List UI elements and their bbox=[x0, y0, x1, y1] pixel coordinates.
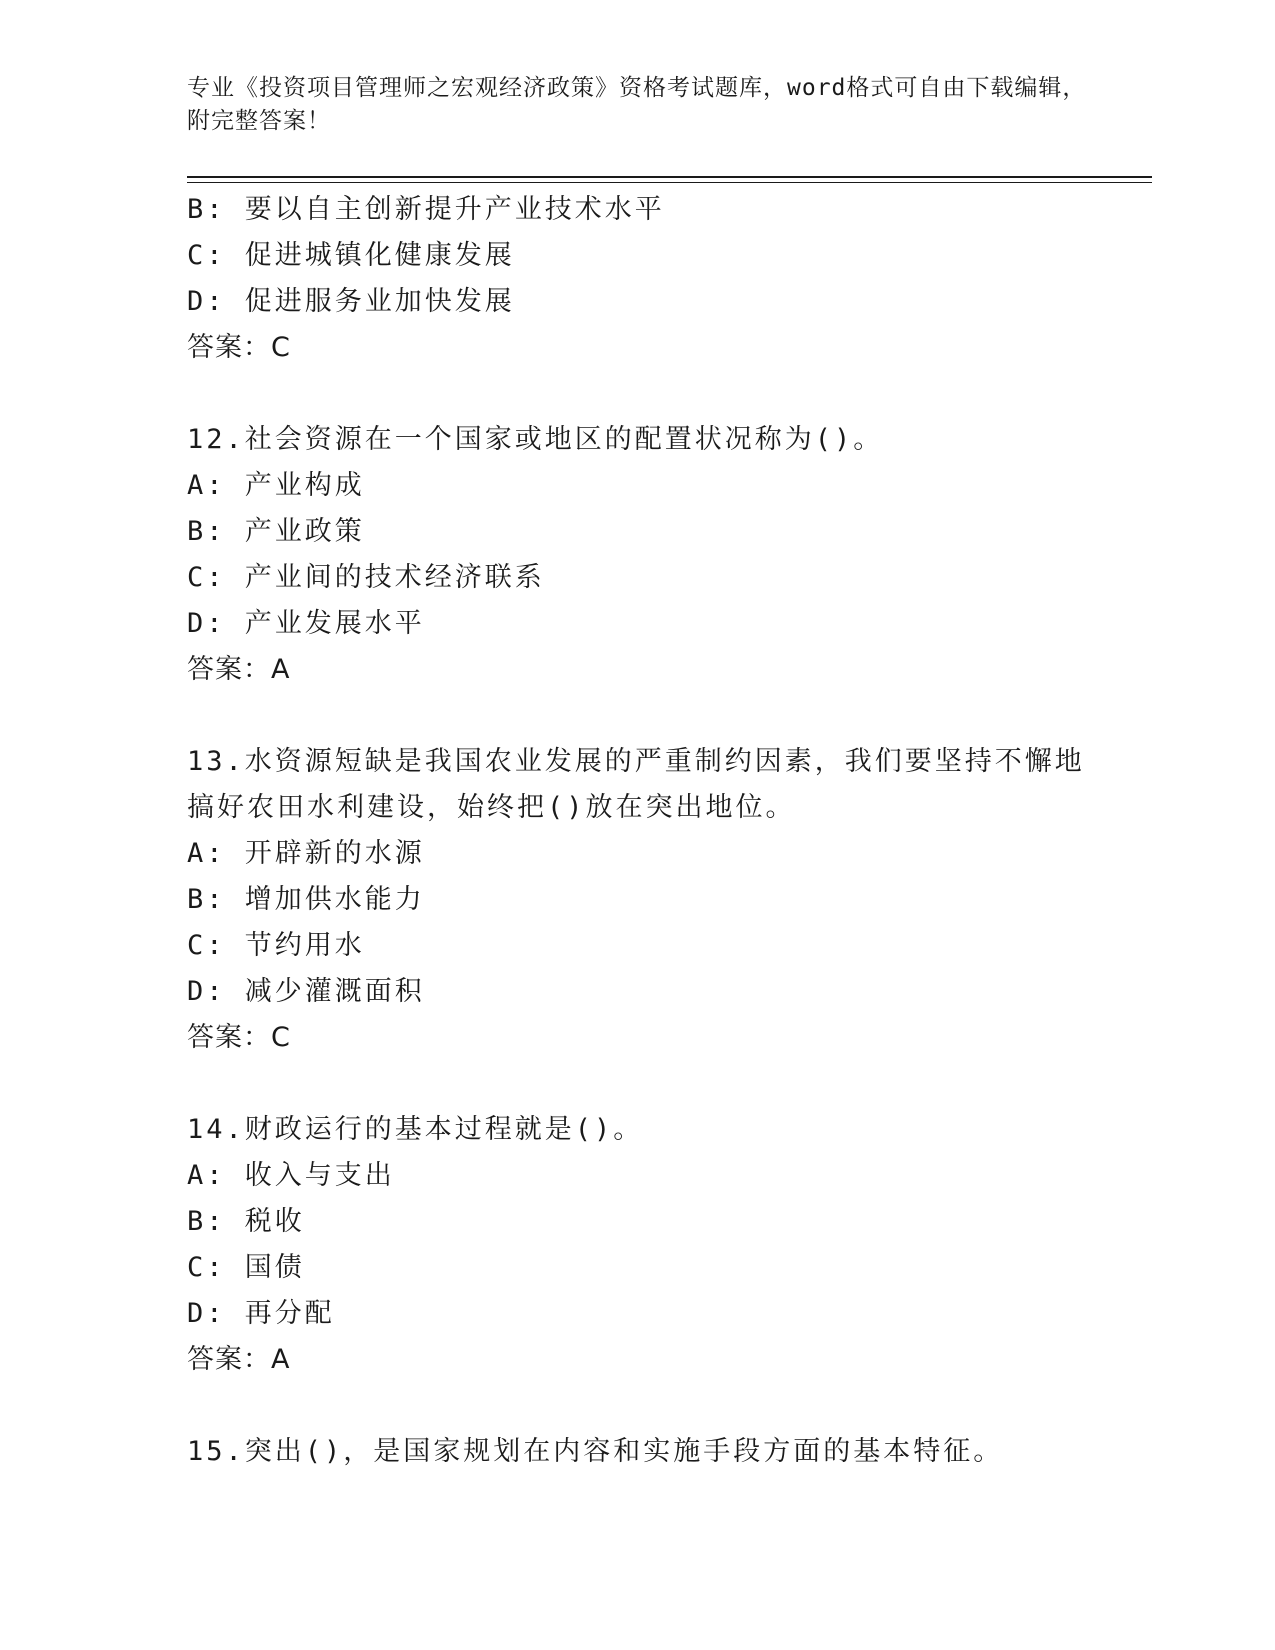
option-b: B: 要以自主创新提升产业技术水平 bbox=[187, 194, 665, 225]
header-divider-thick bbox=[187, 176, 1152, 178]
question-list bbox=[187, 187, 1087, 1475]
option-c: C: 国债 bbox=[187, 1252, 305, 1283]
option-c: C: 促进城镇化健康发展 bbox=[187, 240, 515, 271]
question-text: 13.水资源短缺是我国农业发展的严重制约因素，我们要坚持不懈地搞好农田水利建设，始终把()放在突出地位。 bbox=[187, 746, 1085, 823]
header-divider-thin bbox=[187, 182, 1152, 183]
question-14 bbox=[187, 1107, 1087, 1383]
option-d: D: 再分配 bbox=[187, 1298, 335, 1329]
question-text: 14.财政运行的基本过程就是()。 bbox=[187, 1114, 644, 1145]
question-13 bbox=[187, 739, 1087, 1061]
document-header: 专业《投资项目管理师之宏观经济政策》资格考试题库，word格式可自由下载编辑，附完整答案！ bbox=[187, 75, 1087, 134]
option-a: A: 开辟新的水源 bbox=[187, 838, 425, 869]
question-15 bbox=[187, 1429, 1087, 1475]
option-d: D: 促进服务业加快发展 bbox=[187, 286, 515, 317]
option-a: A: 产业构成 bbox=[187, 470, 365, 501]
partial-question bbox=[187, 187, 1087, 371]
question-text: 15.突出()，是国家规划在内容和实施手段方面的基本特征。 bbox=[187, 1436, 1004, 1467]
answer-line: 答案：A bbox=[187, 1344, 291, 1375]
option-b: B: 产业政策 bbox=[187, 516, 365, 547]
option-d: D: 减少灌溉面积 bbox=[187, 976, 425, 1007]
question-text: 12.社会资源在一个国家或地区的配置状况称为()。 bbox=[187, 424, 884, 455]
answer-line: 答案：A bbox=[187, 654, 291, 685]
answer-line: 答案：C bbox=[187, 1022, 291, 1053]
answer-line: 答案：C bbox=[187, 332, 291, 363]
option-d: D: 产业发展水平 bbox=[187, 608, 425, 639]
option-c: C: 节约用水 bbox=[187, 930, 365, 961]
option-b: B: 增加供水能力 bbox=[187, 884, 425, 915]
option-c: C: 产业间的技术经济联系 bbox=[187, 562, 545, 593]
option-a: A: 收入与支出 bbox=[187, 1160, 395, 1191]
question-12 bbox=[187, 417, 1087, 693]
option-b: B: 税收 bbox=[187, 1206, 305, 1237]
